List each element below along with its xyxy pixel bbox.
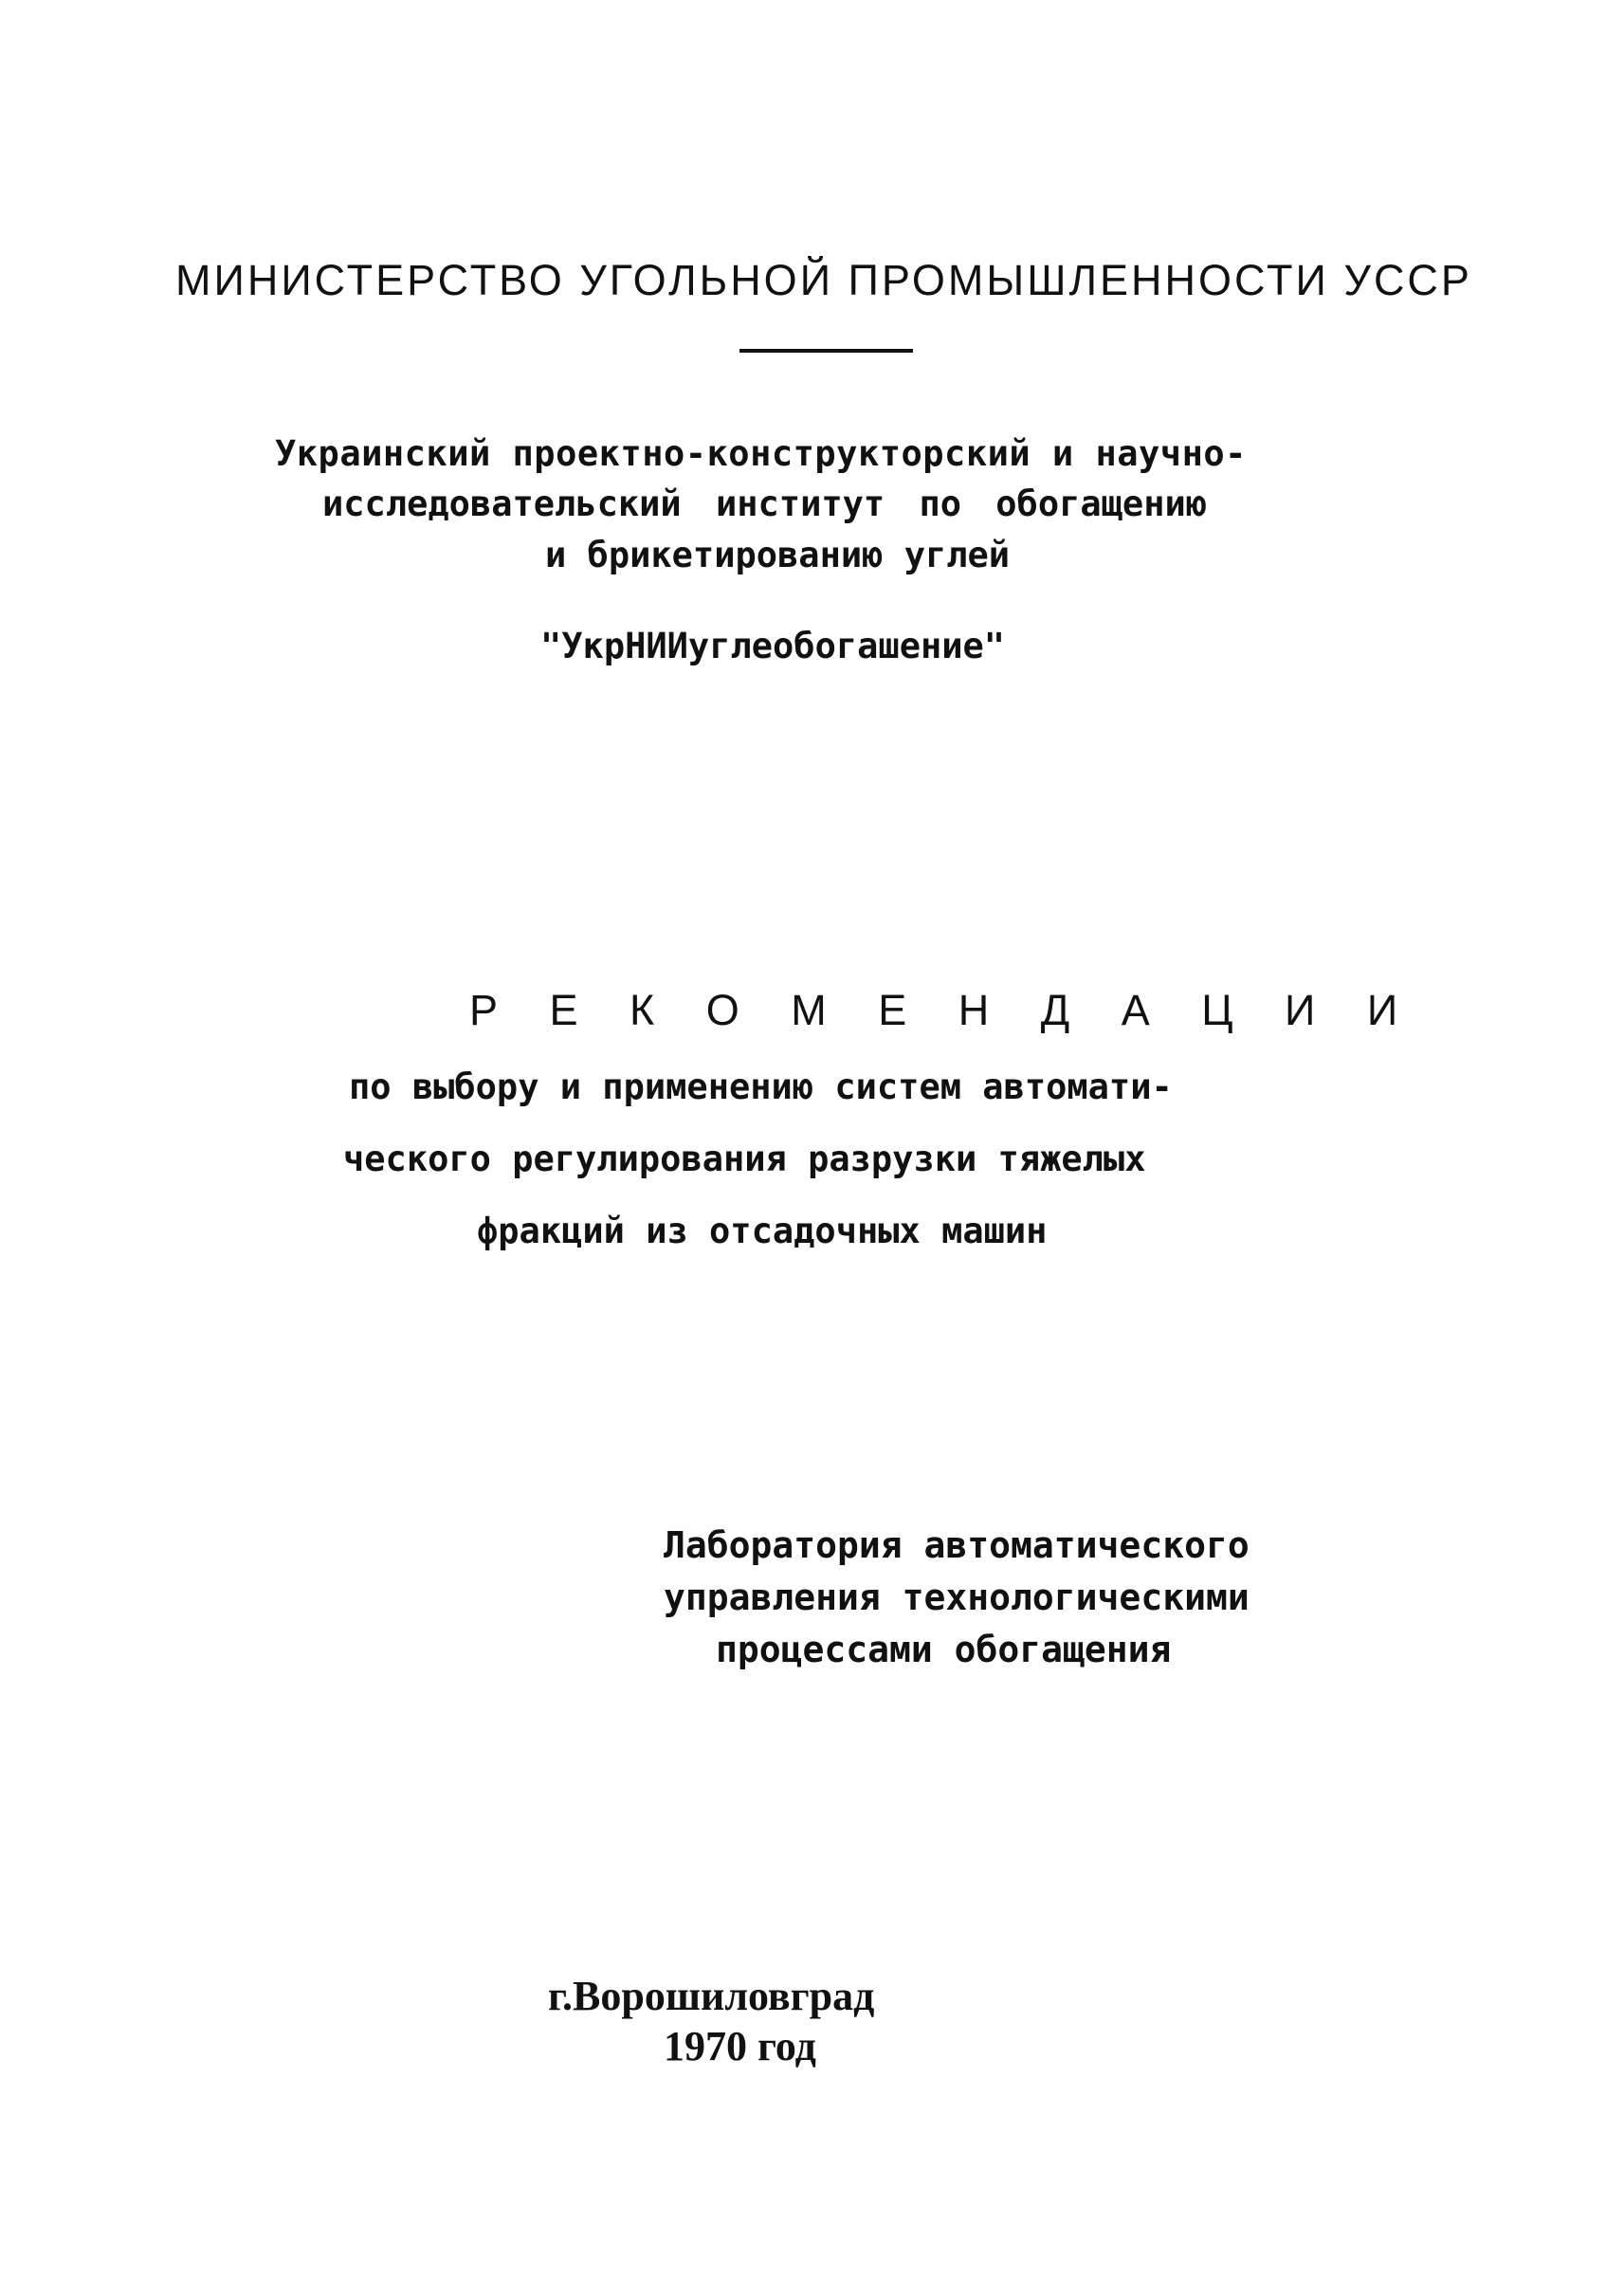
institute-line-1: Украинский проектно-конструкторский и научно- (275, 433, 1247, 474)
imprint-city: г.Ворошиловград (548, 1973, 875, 2019)
imprint-year: 1970 год (664, 2023, 816, 2069)
institute-line-3: и брикетированию углей (545, 535, 1011, 575)
document-title: Р Е К О М Е Н Д А Ц И И (469, 986, 1418, 1034)
subtitle-line-1: по выбору и применению систем автомати- (349, 1066, 1173, 1107)
institute-line-2: исследовательский институт по обогащению (322, 483, 1208, 524)
institute-short-name: "УкрНИИуглеобогашение" (540, 626, 1006, 666)
subtitle-line-2: ческого регулирования разрузки тяжелых (343, 1139, 1146, 1179)
subtitle-line-3: фракций из отсадочных машин (477, 1211, 1048, 1251)
laboratory-line-1: Лаборатория автоматического (664, 1524, 1250, 1566)
laboratory-line-3: процессами обогащения (716, 1629, 1172, 1670)
heading-divider (739, 349, 913, 353)
ministry-heading: МИНИСТЕРСТВО УГОЛЬНОЙ ПРОМЫШЛЕННОСТИ УССР (175, 256, 1472, 304)
laboratory-line-2: управления технологическими (664, 1576, 1250, 1618)
